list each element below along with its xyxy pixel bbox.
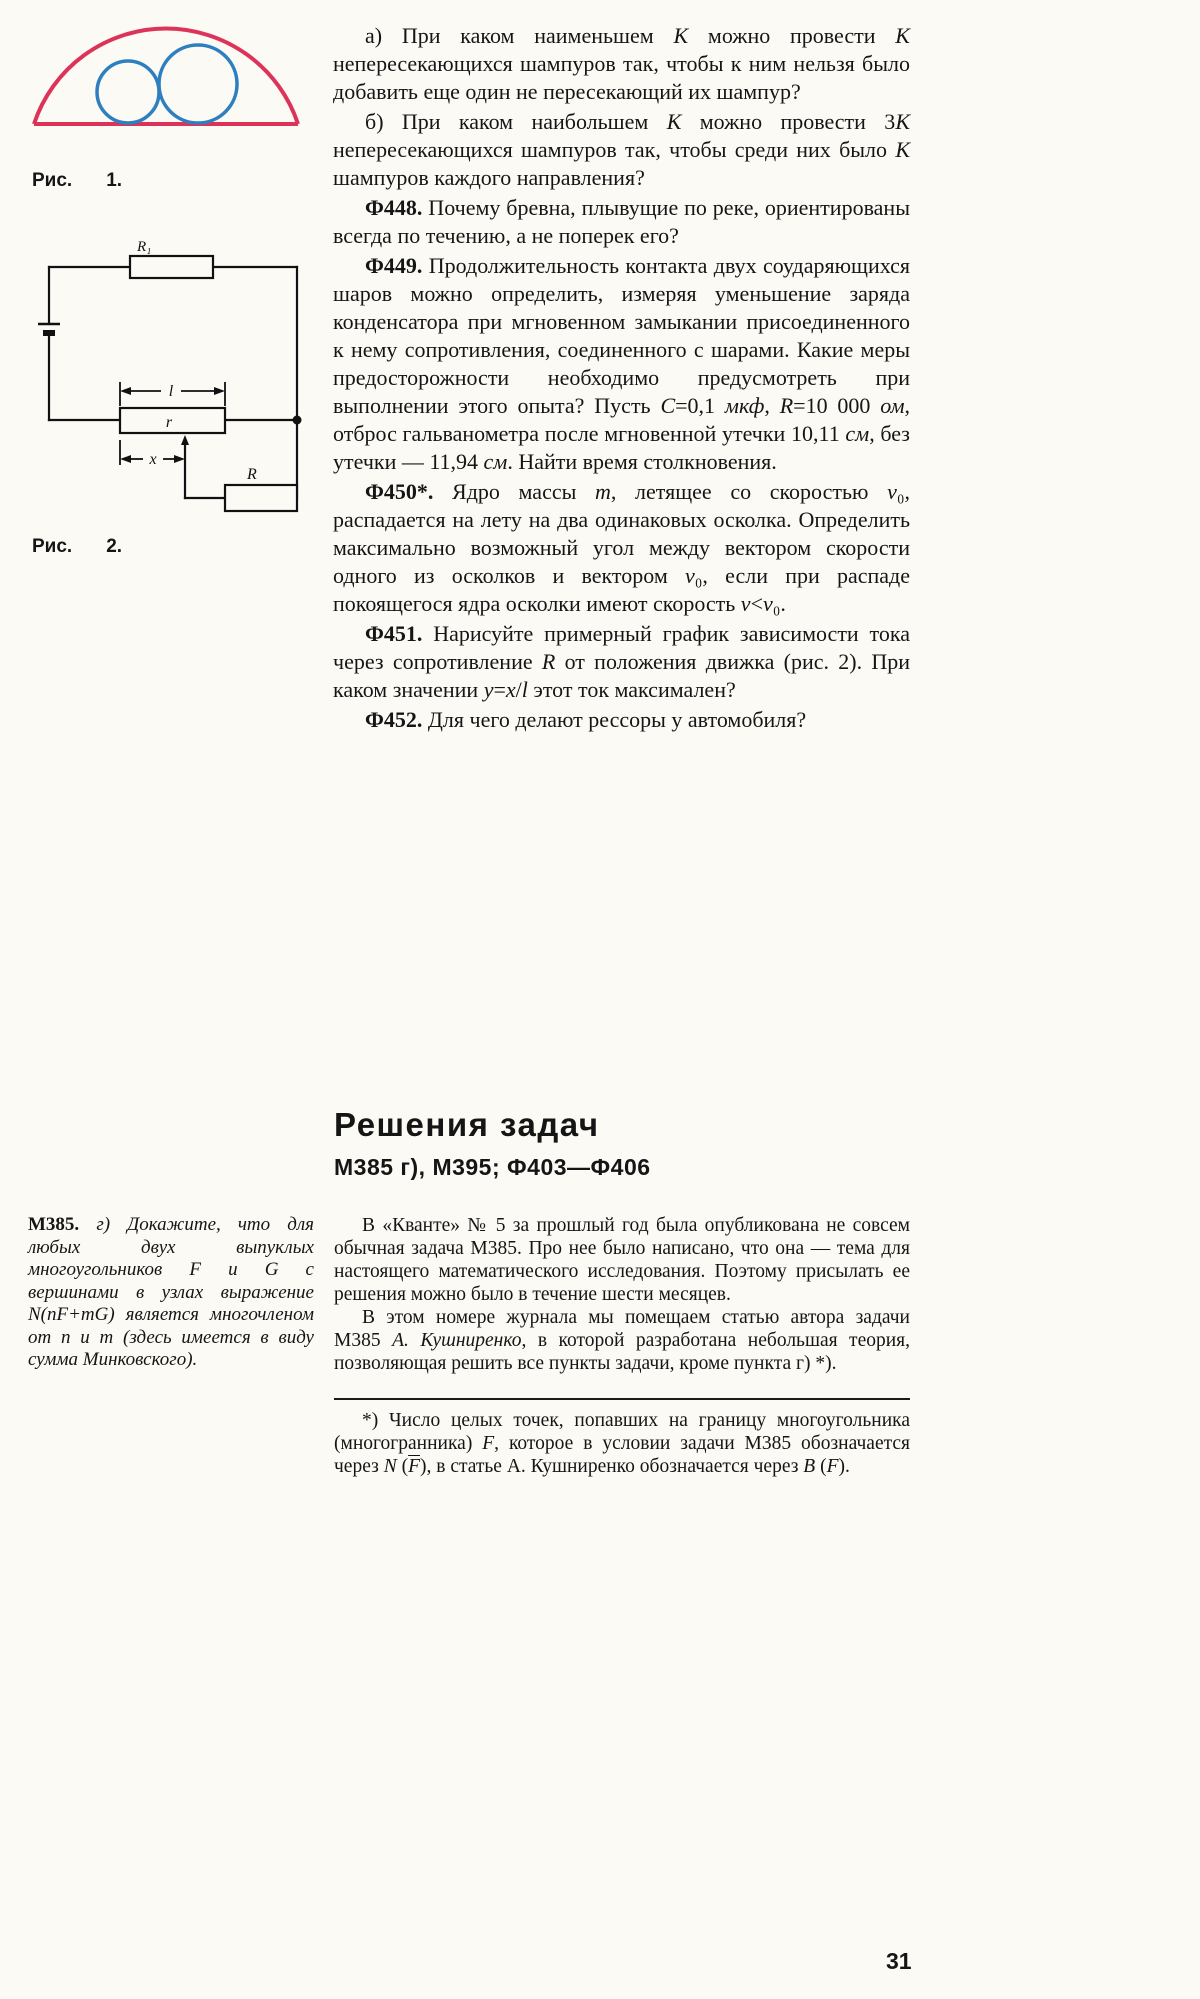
blue-circle-left: [97, 61, 159, 123]
junction-dot: [293, 416, 302, 425]
dimension-x-label: x: [149, 451, 157, 468]
problem-f451: Ф451. Нарисуйте примерный график зависимости тока через сопротивление R от положения движка (рис. 2). При каком значении y=x/l этот ток максимален?: [333, 621, 911, 702]
figure-2-svg: [35, 238, 307, 530]
dim-l-arrow-right: [214, 387, 225, 395]
figure-1-svg: [28, 16, 306, 136]
page-number: 31: [886, 1948, 912, 1974]
dim-x-arrow-left: [120, 455, 131, 463]
resistor-r1-label: R₁: [137, 239, 152, 255]
blue-circle-right: [159, 45, 237, 123]
resistor-R-box: [225, 485, 297, 511]
problem-paragraph-a: а) При каком наименьшем K можно провести K непересекающихся шампуров так, чтобы к ним нельзя было добавить еще один не пересекающий их шампур?: [333, 23, 910, 104]
solutions-paragraph-1: В «Кванте» № 5 за прошлый год была опубликована не совсем обычная задача М385. Про нее было написано, что она — тема для настоящего математического исследования. Поэтому присылать ее решения можно было в течение шести месяцев.: [334, 1215, 910, 1305]
problem-f449: Ф449. Продолжительность контакта двух соударяющихся шаров можно определить, измеряя уменьшение заряда конденсатора при мгновенном замыкании присоединенного к нему сопротивления, соединенного с шарами. Какие меры предосторожности необходимо предусмотреть при выполнении этого опыта? Пусть C=0,1 мкф, R=10 000 ом, отброс гальванометра после мгновенной утечки 10,11 см, без утечки — 11,94 см. Найти время столкновения.: [333, 253, 910, 474]
solutions-intro: [334, 1214, 910, 1375]
problem-f448: Ф448. Почему бревна, плывущие по реке, ориентированы всегда по течению, а не поперек его?: [333, 195, 910, 248]
figure-2-caption-label: Рис.: [32, 536, 73, 557]
dim-x-arrow-right: [174, 455, 185, 463]
figure-1-caption: [32, 170, 122, 192]
footnote: *) Число целых точек, попавших на границу многоугольника (многогранника) F, которое в условии задачи М385 обозначается через N $(\overline{F})$, в статье А. Кушниренко обозначается через B (F).: [334, 1398, 910, 1478]
problem-paragraph-b: б) При каком наибольшем K можно провести 3K непересекающихся шампуров так, чтобы среди них было K шампуров каждого направления?: [333, 109, 910, 190]
resistor-r1-box: [130, 256, 213, 278]
battery-icon: [38, 324, 60, 333]
figure-2-caption-number: 2.: [106, 536, 123, 557]
problem-f452: Ф452. Для чего делают рессоры у автомобиля?: [365, 707, 807, 732]
solutions-paragraph-2: В этом номере журнала мы помещаем статью автора задачи М385 А. Кушниренко, в которой разработана небольшая теория, позволяющая решить все пункты задачи, кроме пункта г) *).: [334, 1307, 911, 1374]
problem-f450: Ф450*. Ядро массы m, летящее со скоростью v₀, распадается на лету на два одинаковых осколка. Определить максимально возможный угол между вектором скорости одного из осколков и вектором v₀, если при распаде покоящегося ядра осколки имеют скорость v<v₀.: [333, 479, 911, 616]
resistor-R-label: R: [247, 466, 257, 483]
potentiometer-box: [120, 408, 225, 433]
figure-2-circuit-diagram: [35, 238, 307, 535]
figure-2-caption: [32, 536, 122, 558]
figure-1-caption-number: 1.: [106, 170, 123, 191]
figure-1-semicircle-diagram: [28, 16, 306, 141]
dim-l-arrow-left: [120, 387, 131, 395]
figure-1-caption-label: Рис.: [32, 170, 73, 191]
potentiometer-label: r: [165, 414, 173, 431]
problem-m385-statement: М385. г) Докажите, что для любых двух выпуклых многоугольников F и G с вершинами в узлах выражение N(nF+mG) является многочленом от n и m (здесь имеется в виду сумма Минковского).: [28, 1214, 314, 1370]
wiper-arrow: [181, 435, 189, 445]
dimension-l-label: l: [168, 383, 174, 400]
problems-column: [333, 22, 910, 736]
solutions-header: [334, 1106, 651, 1181]
red-arc: [34, 29, 298, 124]
solutions-heading: Решения задач: [334, 1106, 600, 1143]
solutions-subheading: М385 г), М395; Ф403—Ф406: [334, 1154, 651, 1180]
